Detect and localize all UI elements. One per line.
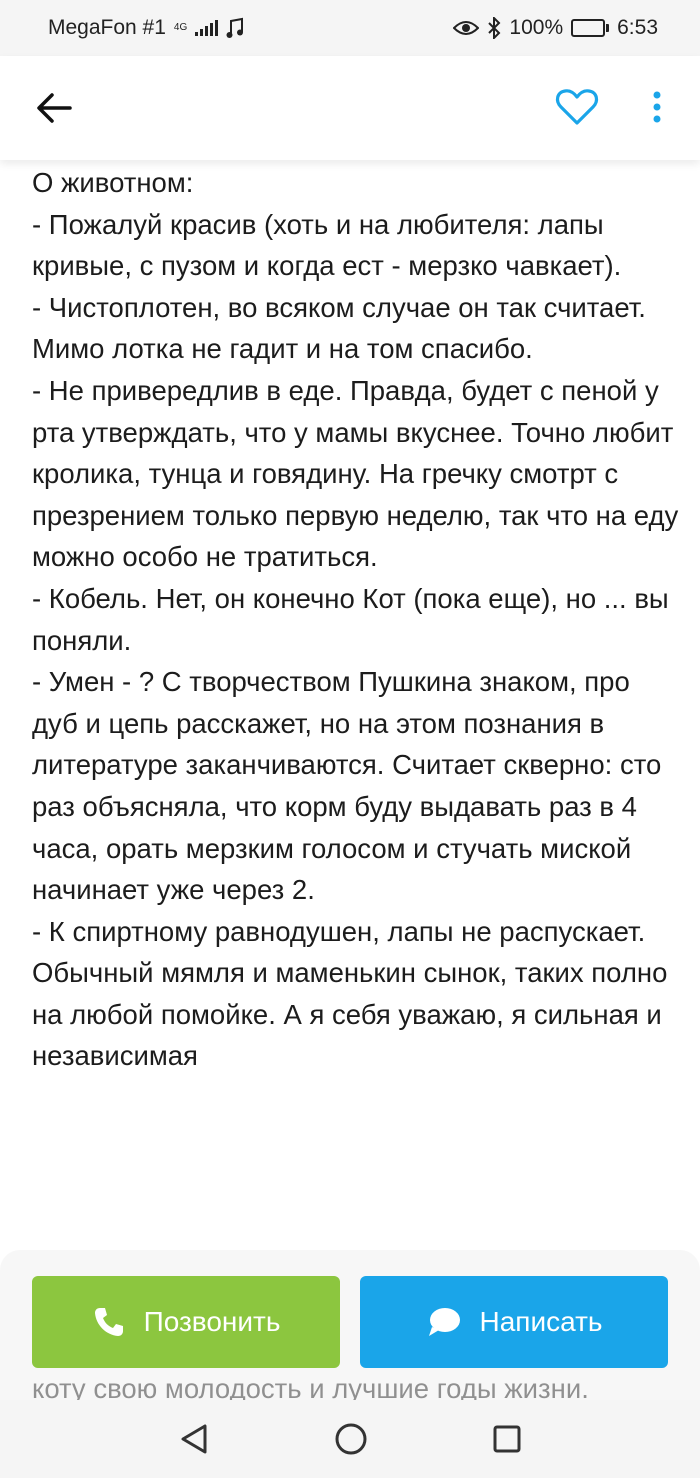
eye-icon — [453, 19, 479, 37]
nav-home-icon[interactable] — [334, 1422, 368, 1456]
paragraph: - Не привередлив в еде. Правда, будет с пеной у рта утверждать, что у мамы вкуснее. Точно любит кролика, тунца и говядину. На гречку смотрт с презрением только первую неделю, так что на еду можно особо не тратиться. — [32, 374, 679, 573]
paragraph: - Пожалуй красив (хоть и на любителя: лапы кривые, с пузом и когда ест - мерзко чавкает). — [32, 208, 622, 282]
signal-icon — [195, 20, 218, 36]
action-panel — [0, 1250, 700, 1400]
phone-icon — [92, 1305, 126, 1339]
app-bar — [0, 56, 700, 160]
call-button[interactable] — [32, 1276, 340, 1368]
chat-bubble-icon — [426, 1305, 462, 1339]
more-vertical-icon[interactable] — [644, 86, 670, 130]
music-icon — [226, 17, 244, 39]
system-nav-bar — [0, 1400, 700, 1478]
network-type: 4G — [173, 22, 188, 33]
paragraph: - Кобель. Нет, он конечно Кот (пока еще), но ... вы поняли. — [32, 582, 669, 656]
paragraph: - Умен - ? С творчеством Пушкина знаком, про дуб и цепь расскажет, но на этом познания в литературе заканчиваются. Считает скверно: сто раз объясняла, что корм буду выдавать раз в 4 часа, орать мерзким голосом и стучать миской начинает уже через 2. — [32, 666, 662, 906]
status-bar — [0, 0, 700, 56]
nav-recent-icon[interactable] — [492, 1424, 522, 1454]
carrier-name: MegaFon #1 — [48, 16, 166, 39]
paragraph: О животном: — [32, 167, 194, 198]
battery-icon — [571, 19, 609, 37]
write-button[interactable] — [360, 1276, 668, 1368]
bluetooth-icon — [487, 17, 501, 39]
status-left — [48, 16, 244, 40]
paragraph: - Чистоплотен, во всяком случае он так считает. Мимо лотка не гадит и на том спасибо. — [32, 291, 646, 365]
back-arrow-icon[interactable] — [32, 86, 76, 130]
status-right — [453, 16, 658, 40]
paragraph: - К спиртному равнодушен, лапы не распускает. Обычный мямля и маменькин сынок, таких полно на любой помойке. А я себя уважаю, я сильная и независимая — [32, 915, 668, 1072]
nav-back-icon[interactable] — [178, 1422, 210, 1456]
clock: 6:53 — [617, 16, 658, 39]
heart-icon[interactable] — [554, 84, 600, 130]
battery-percent: 100% — [509, 16, 564, 39]
call-button-label: Позвонить — [143, 1306, 281, 1337]
description-text — [32, 162, 682, 1402]
write-button-label: Написать — [479, 1306, 603, 1337]
